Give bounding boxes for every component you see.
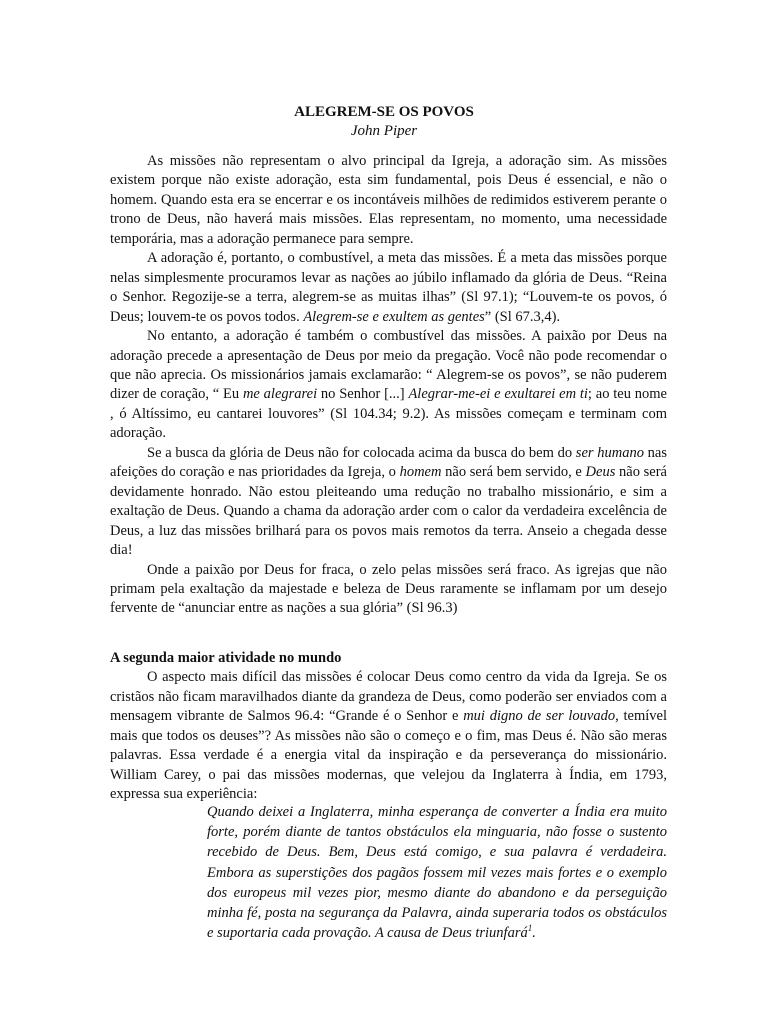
paragraph-2: A adoração é, portanto, o combustível, a meta das missões. É a meta das missões porque nelas simplesmente procuramos levar as nações ao júbilo inflamado da glória de Deus. “Reina o Senhor. Regozije-se a terra, alegrem-se as muitas ilhas” (Sl 97.1); “Louvem-te os povos, ó Deus; louvem-te os povos todos. Alegrem-se e exultem as gentes” (Sl 67.3,4).	[110, 250, 667, 325]
paragraph-1: As missões não representam o alvo principal da Igreja, a adoração sim. As missões existem porque não existe adoração, esta sim fundamental, pois Deus é essencial, e não o homem. Quando esta era se encerrar e os incontáveis milhões de redimidos estiverem perante o trono de Deus, não haverá mais missões. Elas representam, no momento, uma necessidade temporária, mas a adoração permanece para sempre.	[110, 153, 667, 247]
paragraph-4: Se a busca da glória de Deus não for colocada acima da busca do bem do ser humano nas afeições do coração e nas prioridades da Igreja, o homem não será bem servido, e Deus não será devidamente honrado. Não estou pleiteando uma redução no trabalho missionário, e sim a exaltação de Deus. Quando a chama da adoração arder com o calor da verdadeira excelência de Deus, a luz das missões brilhará para os povos mais remotos da terra. Anseio a chegada desse dia!	[110, 444, 667, 559]
footnote-marker: 1	[527, 923, 533, 934]
section-paragraph: O aspecto mais difícil das missões é colocar Deus como centro da vida da Igreja. Se os cristãos não ficam maravilhados diante da grandeza de Deus, como poderão ser enviados com a mensagem vibrante de Salmos 96.4: “Grande é o Senhor e mui digno de ser louvado, temível mais que todos os deuses”? As missões não são o começo e o fim, mas Deus é. Não são meras palavras. Essa verdade é a energia vital da inspiração e da perseverança do missionário. William Carey, o pai das missões modernas, que velejou da Inglaterra à Índia, em 1793, expressa sua experiência:	[110, 669, 667, 803]
paragraph-3: No entanto, a adoração é também o combustível das missões. A paixão por Deus na adoração precede a apresentação de Deus por meio da pregação. Você não pode recomendar o que não aprecia. Os missionários jamais exclamarão: “ Alegrem-se os povos”, se não puderem dizer de coração, “ Eu me alegrarei no Senhor [...] Alegrar-me-ei e exultarei em ti; ao teu nome , ó Altíssimo, eu cantarei louvores” (Sl 104.34; 9.2). As missões começam e terminam com adoração.	[110, 328, 667, 442]
carey-quote: Quando deixei a Inglaterra, minha esperança de converter a Índia era muito forte, porém diante de tantos obstáculos ela minguaria, não fosse o sustento recebido de Deus. Bem, Deus está comigo, e sua palavra é verdadeira. Embora as superstições dos pagãos fossem mil vezes mais fortes e o exemplo dos europeus mil vezes pior, mesmo diante do abandono e da perseguição minha fé, posta na segurança da Palavra, ainda superaria todos os obstáculos e suportaria cada provação. A causa de Deus triunfará$^1$.	[207, 804, 667, 942]
intro-body	[110, 152, 667, 619]
section-second-activity	[110, 649, 667, 805]
section-heading: A segunda maior atividade no mundo	[110, 650, 342, 666]
document-title: ALEGREM-SE OS POVOS	[294, 104, 474, 120]
author-name: John Piper	[350, 123, 418, 139]
paragraph-5: Onde a paixão por Deus for fraca, o zelo pelas missões será fraco. As igrejas que não primam pela exaltação da majestade e beleza de Deus raramente se inflamam por um desejo fervente de “anunciar entre as nações a sua glória” (Sl 96.3)	[110, 561, 667, 617]
